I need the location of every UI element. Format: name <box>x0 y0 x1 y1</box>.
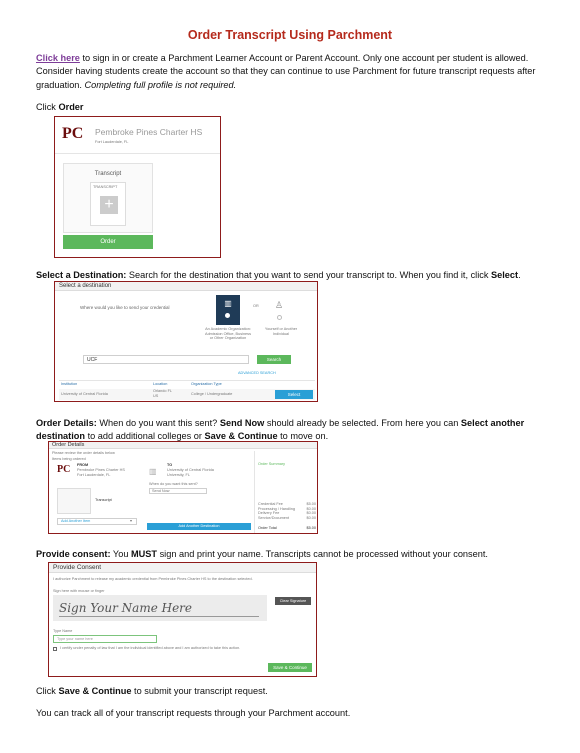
to-label: TO <box>167 463 173 467</box>
school-location: Fort Lauderdale, FL <box>95 140 129 144</box>
step4-text2: sign and print your name. Transcripts cannot be processed without your consent. <box>157 549 488 559</box>
order-details-screenshot <box>48 441 318 534</box>
step4-bold: Provide consent: <box>36 549 111 559</box>
step5-prefix: Click <box>36 686 59 696</box>
divider <box>55 153 221 154</box>
transcript-card[interactable] <box>63 163 153 233</box>
individual-option-label: Yourself or Another Individual <box>264 327 298 336</box>
step3-text3: to add additional colleges or <box>85 431 205 442</box>
total-value: $5.00 <box>306 526 316 530</box>
step2-bold2: Select <box>491 270 519 280</box>
card-label: Transcript <box>94 171 122 177</box>
add-destination-button[interactable]: Add Another Destination <box>147 523 251 530</box>
item-thumbnail <box>57 488 91 514</box>
radio-selected-icon <box>225 313 230 318</box>
from-name: Pembroke Pines Charter HS <box>77 468 125 472</box>
intro-note: Completing full profile is not required. <box>84 79 237 90</box>
search-input[interactable] <box>83 355 249 364</box>
school-logo-small: PC <box>57 464 71 475</box>
step3-text4: to move on. <box>277 431 329 442</box>
step-provide-consent <box>36 548 556 561</box>
summary-line: Delivery Fee $0.00 <box>258 511 316 516</box>
col-type: Organization Type <box>191 382 222 386</box>
academic-option-label: An Academic Organization: Admission Office, Business or Other Organization <box>205 327 251 341</box>
when-select[interactable] <box>149 488 207 494</box>
search-button[interactable]: Search <box>257 355 291 364</box>
step3-bold2: Send Now <box>219 418 265 428</box>
details-header-bar <box>49 442 318 449</box>
page-title: Order Transcript Using Parchment <box>187 28 393 42</box>
clear-signature-button[interactable]: Clear Signature <box>275 597 311 605</box>
from-location: Fort Lauderdale, FL <box>77 473 111 477</box>
step4-bold2: MUST <box>131 549 158 559</box>
select-button[interactable]: Select <box>275 390 313 399</box>
total-label: Order Total <box>258 526 277 530</box>
step5-bold: Save & Continue <box>58 686 132 696</box>
row-type: College / Undergraduate <box>191 392 233 396</box>
plus-icon: + <box>100 196 118 214</box>
consent-authorize: I authorize Parchment to release my academic credential from Pembroke Pines Charter HS to the destination selected. <box>53 577 253 581</box>
radio-empty-icon <box>277 315 282 320</box>
certify-text: I certify under penalty of law that I am the individual identified above and I am authorized to take this action. <box>60 646 241 650</box>
destination-question: Where would you like to send your credential <box>80 305 170 310</box>
to-name: University of Central Florida <box>167 468 214 472</box>
step3-text2: should already be selected. From here you can <box>264 418 461 428</box>
building-icon: ▥ <box>224 299 232 308</box>
name-label: Type Name <box>53 629 73 633</box>
summary-line: Service/Document $0.00 <box>258 515 316 520</box>
table-row <box>59 389 315 400</box>
destination-screenshot <box>54 281 318 402</box>
summary-line: Credential Fee $5.00 <box>258 502 316 506</box>
step-click-order <box>36 101 556 114</box>
option-or: OR <box>253 304 259 308</box>
search-value: UCF <box>87 357 98 363</box>
details-header: Order Details <box>52 442 85 448</box>
step-save-continue <box>36 685 556 698</box>
card-sub: TRANSCRIPT <box>93 185 118 189</box>
step1-prefix: Click <box>36 102 59 112</box>
building-icon: ▥ <box>149 467 157 476</box>
from-label: FROM <box>77 463 89 467</box>
document-thumbnail <box>90 182 126 226</box>
details-sub: Please review the order details below <box>52 451 115 455</box>
name-input[interactable] <box>53 635 157 643</box>
destination-header-bar <box>55 282 318 291</box>
summary-title: Order Summary <box>258 462 286 466</box>
when-label: When do you want this sent? <box>149 482 198 486</box>
save-continue-button[interactable]: Save & Continue <box>268 663 312 672</box>
sign-label: Sign here with mouse or finger <box>53 589 105 593</box>
step3-bold4: Save & Continue <box>204 431 278 442</box>
order-total <box>258 526 316 531</box>
step1-bold: Order <box>58 102 84 112</box>
signature-line <box>59 616 259 617</box>
person-icon: ♙ <box>275 300 284 310</box>
consent-screenshot <box>48 562 317 677</box>
summary-line: Processing / Handling $0.00 <box>258 506 316 511</box>
academic-option[interactable] <box>216 295 240 325</box>
item-name: Transcript <box>95 498 112 502</box>
name-placeholder: Type your name here <box>57 637 93 641</box>
step2-end: . <box>518 270 521 280</box>
certify-checkbox[interactable] <box>53 647 57 651</box>
consent-header: Provide Consent <box>53 564 102 571</box>
individual-option[interactable] <box>268 295 292 325</box>
summary-divider <box>254 451 255 533</box>
signature-text: Sign Your Name Here <box>59 601 193 615</box>
to-location: University, FL <box>167 473 190 477</box>
step2-text: Search for the destination that you want to send your transcript to. When you find it, click <box>126 270 491 280</box>
step-track-requests: You can track all of your transcript requests through your Parchment account. <box>36 708 351 718</box>
step5-suffix: to submit your transcript request. <box>131 686 268 696</box>
step2-bold: Select a Destination: <box>36 270 127 280</box>
col-location: Location <box>153 382 168 386</box>
step3-bold3: Select another destination <box>36 418 525 442</box>
step4-text1: You <box>110 549 131 559</box>
step3-bold: Order Details: <box>36 418 97 428</box>
advanced-search-link[interactable]: ADVANCED SEARCH <box>238 371 276 375</box>
step3-text1: When do you want this sent? <box>96 418 220 428</box>
order-button[interactable]: Order <box>63 235 153 249</box>
row-institution: University of Central Florida <box>61 392 108 396</box>
school-name: Pembroke Pines Charter HS <box>95 127 203 137</box>
col-institution: Institution <box>61 382 78 386</box>
click-here-link[interactable]: Click here <box>36 53 80 63</box>
school-logo: PC <box>62 125 84 142</box>
intro-paragraph <box>36 52 556 92</box>
destination-header: Select a destination <box>59 283 112 289</box>
order-screenshot <box>54 116 221 258</box>
step-order-details <box>36 417 556 444</box>
add-item-label: Add Another Item <box>61 519 91 523</box>
intro-text: to sign in or create a Parchment Learner Account or Parent Account. Only one account per student is allowed. Consider having students create the account so that they can continue to use Parchment for future transcript requests after graduation. <box>36 53 536 90</box>
details-section: Items being ordered <box>52 457 86 461</box>
table-divider <box>59 380 315 381</box>
consent-header-bar <box>49 563 317 573</box>
add-item-select[interactable] <box>57 518 137 525</box>
summary-lines <box>258 502 316 520</box>
chevron-down-icon: ▾ <box>130 519 132 523</box>
signature-pad[interactable] <box>53 595 267 621</box>
when-value: Send Now <box>152 489 170 493</box>
row-location: Orlando FL US <box>153 389 172 398</box>
